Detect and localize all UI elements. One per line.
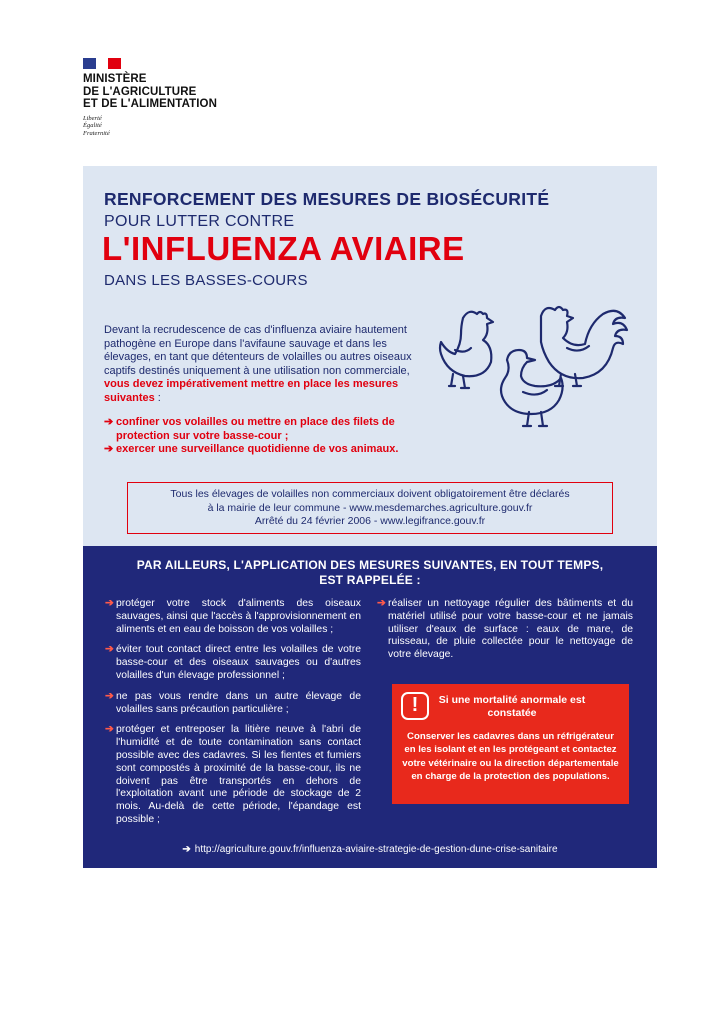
exclamation-icon: ! <box>401 692 429 720</box>
hen-icon <box>440 312 493 388</box>
marianne-flag-logo <box>83 58 121 69</box>
list-item: ➔ confiner vos volailles ou mettre en place des filets de protection sur votre basse-cour ; <box>104 416 395 442</box>
mortality-alert-box <box>392 684 629 804</box>
reference-link[interactable] <box>83 844 657 855</box>
reference-url[interactable]: http://agriculture.gouv.fr/influenza-aviaire-strategie-de-gestion-dune-crise-sanitaire <box>194 844 558 855</box>
list-item: ➔ ne pas vous rendre dans un autre élevage de volailles sans précaution particulière ; <box>105 690 361 715</box>
list-item: ➔ éviter tout contact direct entre les volailles de votre basse-cour et des oiseaux sauvages ou d'autres volailles d'un élevage professionnel ; <box>105 644 361 681</box>
arrow-icon: ➔ <box>105 724 114 736</box>
measures-left-column <box>105 598 361 835</box>
arrow-icon: ➔ <box>105 598 114 609</box>
arrow-icon: ➔ <box>104 416 114 428</box>
arrow-icon: ➔ <box>182 844 191 855</box>
measures-right-column <box>377 598 633 670</box>
list-item: ➔ protéger et entreposer la litière neuve à l'abri de l'humidité et de toute contamination sans contact possible avec des cadavres. Si les fientes et fumiers sont compostés à proximité de la basse-cour, ils ne doivent pas être transportés en dehors de l'exploitation avant une période de stockage de 2 mois. Au-delà de cette période, l'épandage est possible ; <box>105 724 361 825</box>
arrow-icon: ➔ <box>104 443 114 456</box>
declaration-notice: Tous les élevages de volailles non commerciaux doivent obligatoirement être déclarés à la mairie de leur commune - www.mesdemarches.agriculture.gouv.fr Arrêté du 24 février 2006 - www.legifrance.gouv.fr <box>127 482 613 534</box>
arrow-icon: ➔ <box>105 644 114 656</box>
alert-title: Si une mortalité anormale est constatée <box>438 694 586 719</box>
ministry-logo <box>83 58 253 137</box>
title-main: L'INFLUENZA AVIAIRE <box>102 230 465 267</box>
list-item: ➔ protéger votre stock d'aliments des oiseaux sauvages, ainsi que l'accès à l'approvisionnement en aliments et en eau de boisson de vos volailles ; <box>105 598 361 635</box>
arrow-icon: ➔ <box>105 690 114 702</box>
rooster-icon <box>541 307 627 386</box>
list-item: ➔ réaliser un nettoyage régulier des bâtiments et du matériel utilisé pour votre basse-cour et ne jamais utiliser d'eaux de surface : eaux de mare, de ruisseau, de pluie collectée pour le nettoyage de votre élevage. <box>377 598 633 661</box>
prevention-panel <box>83 166 657 546</box>
ministry-name: MINISTÈRE DE L'AGRICULTURE ET DE L'ALIMENTATION <box>83 73 217 110</box>
poultry-illustration <box>433 288 643 438</box>
intro-paragraph: Devant la recrudescence de cas d'influenza aviaire hautement pathogène en Europe dans l'avifaune sauvage et dans les élevages, en tant que détenteurs de volailles ou autres oiseaux captifs destinés uniquement à une utilisation non commerciale, vous devez impérativement mettre en place les mesures suivantes : <box>104 324 412 404</box>
title-line-2: POUR LUTTER CONTRE <box>104 213 295 230</box>
mandatory-measures-list <box>104 416 444 457</box>
intro-emphasis: vous devez impérativement mettre en place les mesures suivantes <box>104 378 399 404</box>
list-item: ➔ exercer une surveillance quotidienne de vos animaux. <box>104 443 399 456</box>
goose-icon <box>501 350 563 426</box>
title-line-1: RENFORCEMENT DES MESURES DE BIOSÉCURITÉ <box>104 189 550 209</box>
additional-measures-panel <box>83 546 657 868</box>
measures-heading: PAR AILLEURS, L'APPLICATION DES MESURES SUIVANTES, EN TOUT TEMPS, EST RAPPELÉE : <box>136 558 604 587</box>
title-line-4: DANS LES BASSES-COURS <box>104 272 308 289</box>
arrow-icon: ➔ <box>377 598 386 609</box>
alert-text: Conserver les cadavres dans un réfrigérateur en les isolant et en les protégeant et contactez votre vétérinaire ou la direction départementale en charge de la protection des populations. <box>402 731 619 783</box>
republic-motto: Liberté Égalité Fraternité <box>83 114 110 137</box>
